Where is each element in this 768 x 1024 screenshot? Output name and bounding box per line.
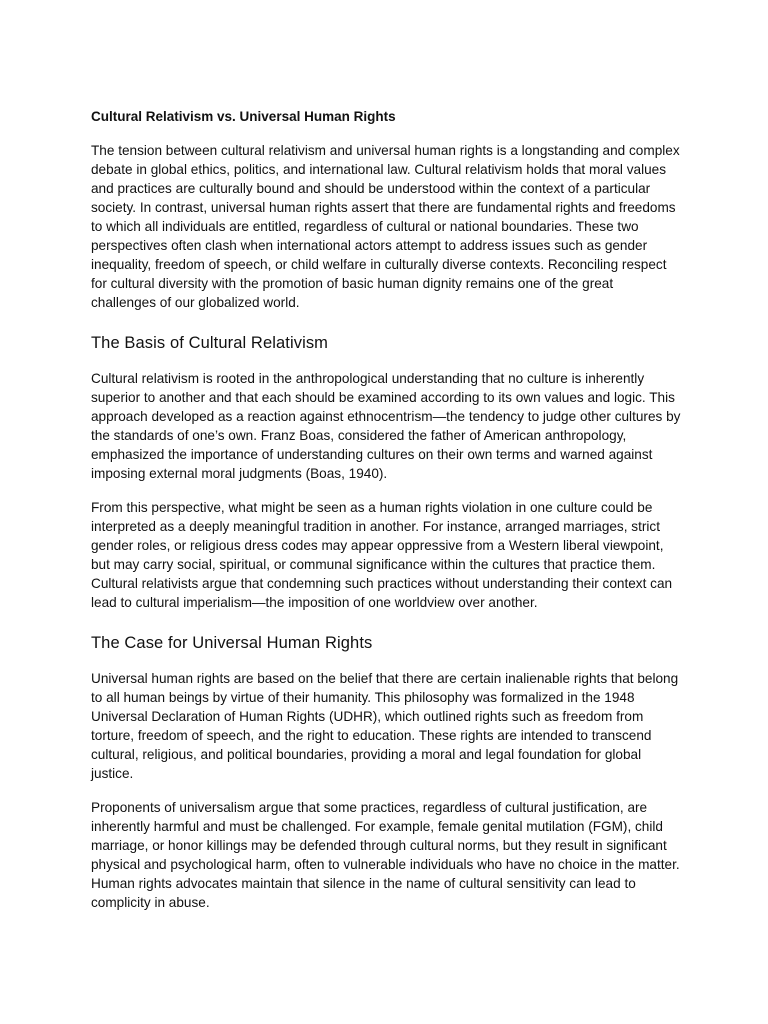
paragraph: Proponents of universalism argue that some practices, regardless of cultural justification, are inherently harmful and must be challenged. For example, female genital mutilation (FGM), child marriage, or honor killings may be defended through cultural norms, but they result in significant physical and psychological harm, often to vulnerable individuals who have no choice in the matter. Human rights advocates maintain that silence in the name of cultural sensitivity can lead to complicity in abuse.: [91, 800, 680, 910]
section-heading-cultural-relativism: The Basis of Cultural Relativism: [91, 334, 329, 352]
section-heading-universal-human-rights: The Case for Universal Human Rights: [91, 634, 373, 652]
document-body: [91, 107, 681, 927]
paragraph: Cultural relativism is rooted in the anthropological understanding that no culture is inherently superior to another and that each should be examined according to its own values and logic. This approach developed as a reaction against ethnocentrism—the tendency to judge other cultures by the standards of one’s own. Franz Boas, considered the father of American anthropology, emphasized the importance of understanding cultures on their own terms and warned against imposing external moral judgments (Boas, 1940).: [91, 371, 681, 481]
document-title: Cultural Relativism vs. Universal Human Rights: [91, 109, 396, 124]
paragraph: From this perspective, what might be seen as a human rights violation in one culture could be interpreted as a deeply meaningful tradition in another. For instance, arranged marriages, strict gender roles, or religious dress codes may appear oppressive from a Western liberal viewpoint, but may carry social, spiritual, or communal significance within the cultures that practice them. Cultural relativists argue that condemning such practices without understanding their context can lead to cultural imperialism—the imposition of one worldview over another.: [91, 500, 673, 610]
intro-paragraph: The tension between cultural relativism and universal human rights is a longstanding and complex debate in global ethics, politics, and international law. Cultural relativism holds that moral values and practices are culturally bound and should be understood within the context of a particular society. In contrast, universal human rights assert that there are fundamental rights and freedoms to which all individuals are entitled, regardless of cultural or national boundaries. These two perspectives often clash when international actors attempt to address issues such as gender inequality, freedom of speech, or child welfare in culturally diverse contexts. Reconciling respect for cultural diversity with the promotion of basic human dignity remains one of the great challenges of our globalized world.: [91, 143, 680, 310]
paragraph: Universal human rights are based on the belief that there are certain inalienable rights that belong to all human beings by virtue of their humanity. This philosophy was formalized in the 1948 Universal Declaration of Human Rights (UDHR), which outlined rights such as freedom from torture, freedom of speech, and the right to education. These rights are intended to transcend cultural, religious, and political boundaries, providing a moral and legal foundation for global justice.: [91, 671, 679, 781]
